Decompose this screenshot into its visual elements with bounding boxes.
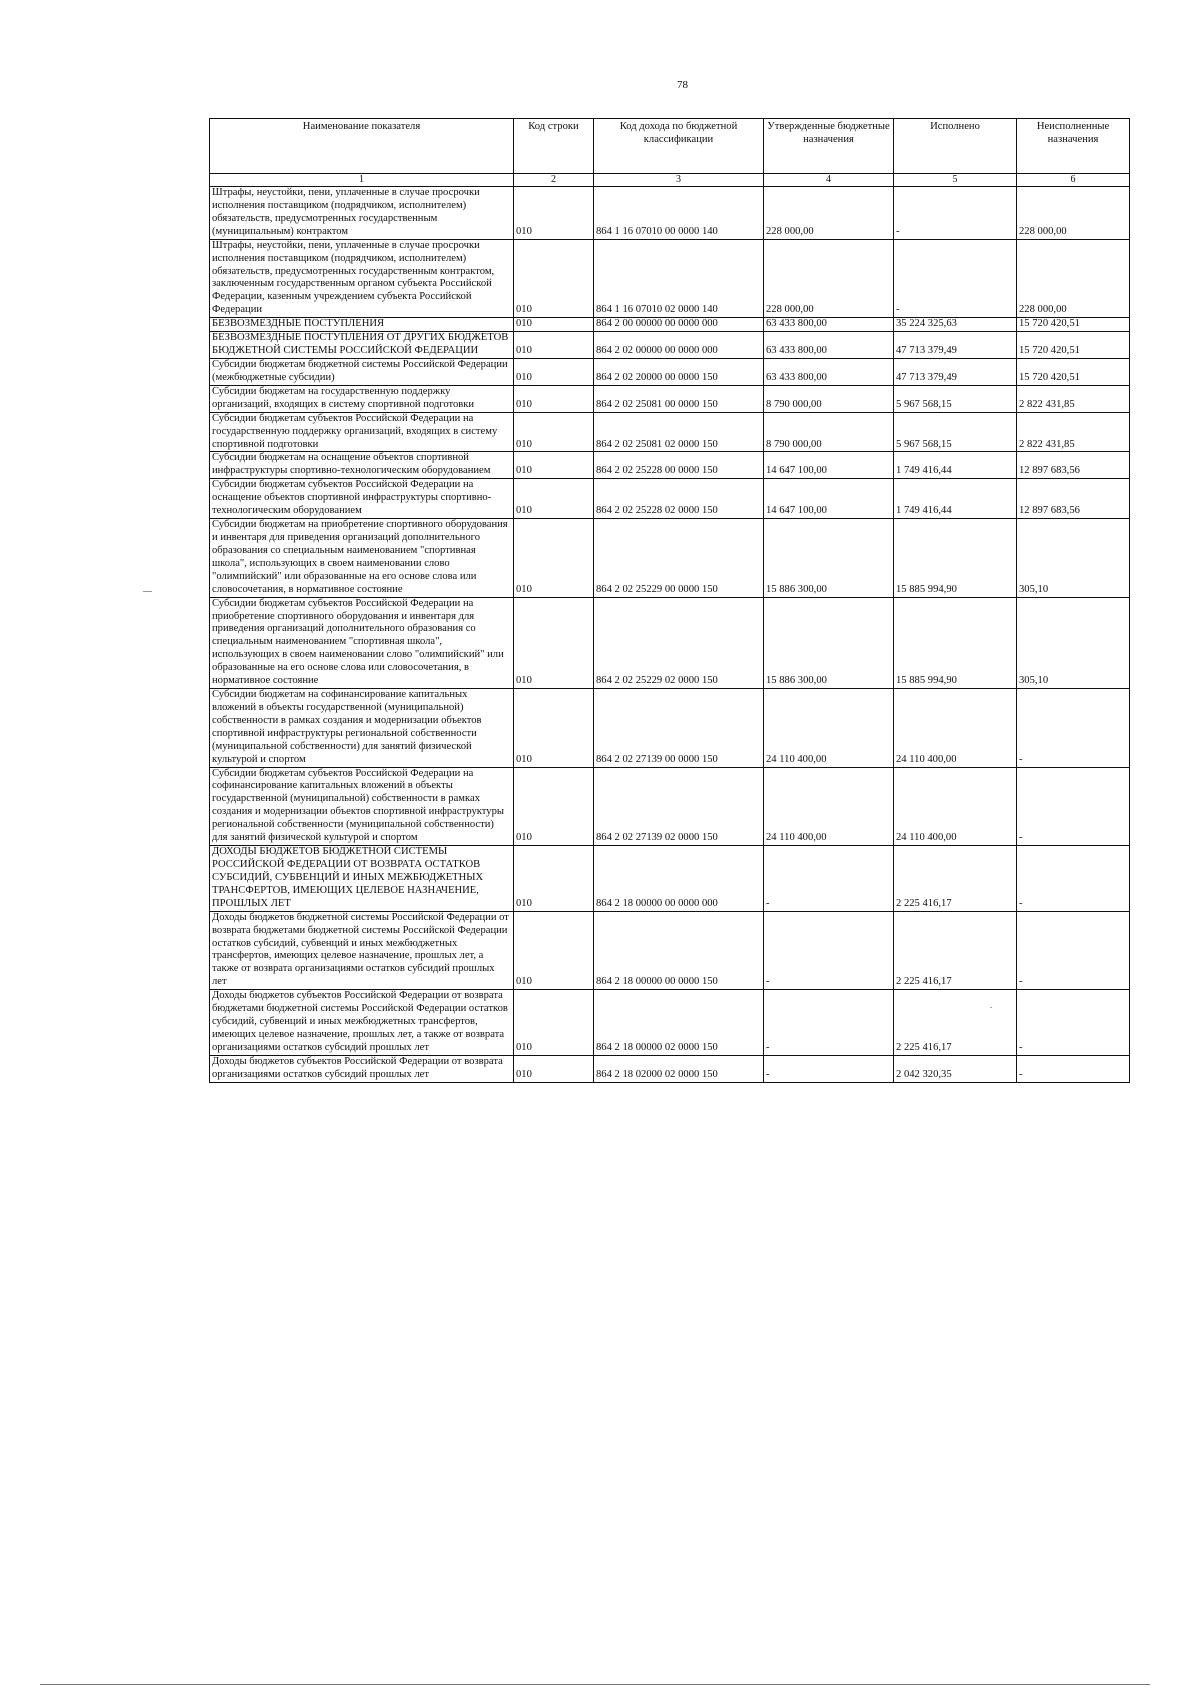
- approved-amount: 63 433 800,00: [764, 358, 894, 385]
- income-code: 864 2 02 27139 00 0000 150: [594, 689, 764, 768]
- executed-amount: 47 713 379,49: [894, 358, 1017, 385]
- approved-amount: -: [764, 1055, 894, 1082]
- table-row: [210, 689, 1130, 768]
- header-name: Наименование показателя: [210, 119, 514, 174]
- executed-amount: 15 885 994,90: [894, 597, 1017, 688]
- line-code: 010: [514, 597, 594, 688]
- indicator-name: Субсидии бюджетам на оснащение объектов спортивной инфраструктуры спортивно-технологическим оборудованием: [210, 452, 514, 479]
- column-number: 4: [764, 174, 894, 187]
- approved-amount: 228 000,00: [764, 239, 894, 318]
- header-income-code: Код дохода по бюджетной классификации: [594, 119, 764, 174]
- income-code: 864 2 18 02000 02 0000 150: [594, 1055, 764, 1082]
- approved-amount: 15 886 300,00: [764, 519, 894, 598]
- income-code: 864 2 00 00000 00 0000 000: [594, 318, 764, 332]
- indicator-name: БЕЗВОЗМЕЗДНЫЕ ПОСТУПЛЕНИЯ: [210, 318, 514, 332]
- indicator-name: Доходы бюджетов бюджетной системы Российской Федерации от возврата бюджетами бюджетной системы Российской Федерации остатков субсидий, субвенций и иных межбюджетных трансфертов, имеющих целевое назначение, прошлых лет, а также от возврата организациями остатков субсидий прошлых лет: [210, 911, 514, 990]
- line-code: 010: [514, 187, 594, 240]
- line-code: 010: [514, 846, 594, 912]
- table-row: [210, 911, 1130, 990]
- line-code: 010: [514, 412, 594, 452]
- indicator-name: Субсидии бюджетам субъектов Российской Федерации на софинансирование капитальных вложений в объекты государственной (муниципальной) собственности в рамках создания и модернизации объектов спортивной инфраструктуры региональной собственности (муниципальной собственности) для занятий физической культурой и спортом: [210, 767, 514, 846]
- table-row: [210, 239, 1130, 318]
- table-row: [210, 597, 1130, 688]
- indicator-name: Субсидии бюджетам субъектов Российской Федерации на оснащение объектов спортивной инфраструктуры спортивно-технологическим оборудованием: [210, 479, 514, 519]
- executed-amount: 24 110 400,00: [894, 689, 1017, 768]
- table-row: [210, 519, 1130, 598]
- executed-amount: 35 224 325,63: [894, 318, 1017, 332]
- income-code: 864 2 02 20000 00 0000 150: [594, 358, 764, 385]
- margin-mark: [143, 591, 152, 592]
- line-code: 010: [514, 689, 594, 768]
- header-approved: Утвержденные бюджетные назначения: [764, 119, 894, 174]
- table-row: [210, 385, 1130, 412]
- indicator-name: Субсидии бюджетам бюджетной системы Российской Федерации (межбюджетные субсидии): [210, 358, 514, 385]
- executed-amount: 2 225 416,17: [894, 990, 1017, 1056]
- table-row: [210, 452, 1130, 479]
- table-row: [210, 332, 1130, 359]
- executed-amount: -: [894, 239, 1017, 318]
- column-number-row: [210, 174, 1130, 187]
- executed-amount: 2 042 320,35: [894, 1055, 1017, 1082]
- approved-amount: 228 000,00: [764, 187, 894, 240]
- indicator-name: Штрафы, неустойки, пени, уплаченные в случае просрочки исполнения поставщиком (подрядчиком, исполнителем) обязательств, предусмотренных государственным контрактом, заключенным государственным органом субъекта Российской Федерации, казенным учреждением субъекта Российской Федерации: [210, 239, 514, 318]
- approved-amount: -: [764, 911, 894, 990]
- table-row: [210, 318, 1130, 332]
- executed-amount: 15 885 994,90: [894, 519, 1017, 598]
- approved-amount: 14 647 100,00: [764, 452, 894, 479]
- approved-amount: 8 790 000,00: [764, 412, 894, 452]
- column-number: 3: [594, 174, 764, 187]
- line-code: 010: [514, 358, 594, 385]
- income-code: 864 2 02 25228 00 0000 150: [594, 452, 764, 479]
- scan-bottom-edge: [40, 1684, 1150, 1685]
- indicator-name: Субсидии бюджетам субъектов Российской Федерации на приобретение спортивного оборудования и инвентаря для приведения организаций дополнительного образования со специальным наименованием "спортивная школа", использующих в своем наименовании слово "олимпийский" или образованные на его основе слова или словосочетания, в нормативное состояние: [210, 597, 514, 688]
- table-row: [210, 358, 1130, 385]
- income-code: 864 1 16 07010 02 0000 140: [594, 239, 764, 318]
- line-code: 010: [514, 318, 594, 332]
- unexecuted-amount: -: [1017, 767, 1130, 846]
- income-code: 864 2 02 25229 02 0000 150: [594, 597, 764, 688]
- indicator-name: БЕЗВОЗМЕЗДНЫЕ ПОСТУПЛЕНИЯ ОТ ДРУГИХ БЮДЖЕТОВ БЮДЖЕТНОЙ СИСТЕМЫ РОССИЙСКОЙ ФЕДЕРАЦИИ: [210, 332, 514, 359]
- income-code: 864 2 02 27139 02 0000 150: [594, 767, 764, 846]
- approved-amount: -: [764, 990, 894, 1056]
- executed-amount: 1 749 416,44: [894, 452, 1017, 479]
- indicator-name: Доходы бюджетов субъектов Российской Федерации от возврата бюджетами бюджетной системы Российской Федерации остатков субсидий, субвенций и иных межбюджетных трансфертов, имеющих целевое назначение, прошлых лет, а также от возврата организациями остатков субсидий прошлых лет: [210, 990, 514, 1056]
- line-code: 010: [514, 990, 594, 1056]
- approved-amount: 24 110 400,00: [764, 689, 894, 768]
- table-row: [210, 1055, 1130, 1082]
- indicator-name: Субсидии бюджетам субъектов Российской Федерации на государственную поддержку организаций, входящих в систему спортивной подготовки: [210, 412, 514, 452]
- unexecuted-amount: 15 720 420,51: [1017, 332, 1130, 359]
- unexecuted-amount: 305,10: [1017, 519, 1130, 598]
- page-number: 78: [677, 79, 688, 91]
- unexecuted-amount: 12 897 683,56: [1017, 452, 1130, 479]
- approved-amount: 15 886 300,00: [764, 597, 894, 688]
- line-code: 010: [514, 239, 594, 318]
- column-number: 5: [894, 174, 1017, 187]
- header-unexecuted: Неисполненные назначения: [1017, 119, 1130, 174]
- executed-amount: 5 967 568,15: [894, 412, 1017, 452]
- budget-income-table: [209, 118, 1130, 1083]
- approved-amount: 8 790 000,00: [764, 385, 894, 412]
- executed-amount: 24 110 400,00: [894, 767, 1017, 846]
- header-line-code: Код строки: [514, 119, 594, 174]
- table-row: [210, 846, 1130, 912]
- line-code: 010: [514, 1055, 594, 1082]
- approved-amount: 63 433 800,00: [764, 332, 894, 359]
- approved-amount: -: [764, 846, 894, 912]
- line-code: 010: [514, 767, 594, 846]
- unexecuted-amount: -: [1017, 911, 1130, 990]
- indicator-name: Штрафы, неустойки, пени, уплаченные в случае просрочки исполнения поставщиком (подрядчиком, исполнителем) обязательств, предусмотренных государственным (муниципальным) контрактом: [210, 187, 514, 240]
- indicator-name: Субсидии бюджетам на государственную поддержку организаций, входящих в систему спортивной подготовки: [210, 385, 514, 412]
- indicator-name: ДОХОДЫ БЮДЖЕТОВ БЮДЖЕТНОЙ СИСТЕМЫ РОССИЙСКОЙ ФЕДЕРАЦИИ ОТ ВОЗВРАТА ОСТАТКОВ СУБСИДИЙ, СУБВЕНЦИЙ И ИНЫХ МЕЖБЮДЖЕТНЫХ ТРАНСФЕРТОВ, ИМЕЮЩИХ ЦЕЛЕВОЕ НАЗНАЧЕНИЕ, ПРОШЛЫХ ЛЕТ: [210, 846, 514, 912]
- line-code: 010: [514, 385, 594, 412]
- table-body: [210, 187, 1130, 1083]
- unexecuted-amount: 305,10: [1017, 597, 1130, 688]
- income-code: 864 2 18 00000 00 0000 150: [594, 911, 764, 990]
- unexecuted-amount: 12 897 683,56: [1017, 479, 1130, 519]
- unexecuted-amount: -: [1017, 846, 1130, 912]
- unexecuted-amount: 228 000,00: [1017, 187, 1130, 240]
- table-header-row: [210, 119, 1130, 174]
- unexecuted-amount: -: [1017, 689, 1130, 768]
- income-code: 864 2 02 25229 00 0000 150: [594, 519, 764, 598]
- column-number: 6: [1017, 174, 1130, 187]
- executed-amount: 5 967 568,15: [894, 385, 1017, 412]
- column-number: 1: [210, 174, 514, 187]
- line-code: 010: [514, 452, 594, 479]
- income-code: 864 2 02 25081 02 0000 150: [594, 412, 764, 452]
- unexecuted-amount: -: [1017, 1055, 1130, 1082]
- line-code: 010: [514, 479, 594, 519]
- unexecuted-amount: 2 822 431,85: [1017, 385, 1130, 412]
- unexecuted-amount: 2 822 431,85: [1017, 412, 1130, 452]
- income-code: 864 2 18 00000 00 0000 000: [594, 846, 764, 912]
- unexecuted-amount: 15 720 420,51: [1017, 358, 1130, 385]
- executed-amount: 2 225 416,17: [894, 911, 1017, 990]
- executed-amount: -: [894, 187, 1017, 240]
- column-number: 2: [514, 174, 594, 187]
- unexecuted-amount: 228 000,00: [1017, 239, 1130, 318]
- line-code: 010: [514, 519, 594, 598]
- approved-amount: 63 433 800,00: [764, 318, 894, 332]
- income-code: 864 2 18 00000 02 0000 150: [594, 990, 764, 1056]
- income-code: 864 2 02 25228 02 0000 150: [594, 479, 764, 519]
- executed-amount: 2 225 416,17: [894, 846, 1017, 912]
- table-row: [210, 479, 1130, 519]
- executed-amount: 1 749 416,44: [894, 479, 1017, 519]
- unexecuted-amount: -: [1017, 990, 1130, 1056]
- income-code: 864 1 16 07010 00 0000 140: [594, 187, 764, 240]
- line-code: 010: [514, 332, 594, 359]
- unexecuted-amount: 15 720 420,51: [1017, 318, 1130, 332]
- line-code: 010: [514, 911, 594, 990]
- table-row: [210, 187, 1130, 240]
- table-row: [210, 767, 1130, 846]
- indicator-name: Субсидии бюджетам на софинансирование капитальных вложений в объекты государственной (муниципальной) собственности в рамках создания и модернизации объектов спортивной инфраструктуры региональной собственности (муниципальной собственности) для занятий физической культурой и спортом: [210, 689, 514, 768]
- executed-amount: 47 713 379,49: [894, 332, 1017, 359]
- indicator-name: Доходы бюджетов субъектов Российской Федерации от возврата организациями остатков субсидий прошлых лет: [210, 1055, 514, 1082]
- approved-amount: 14 647 100,00: [764, 479, 894, 519]
- indicator-name: Субсидии бюджетам на приобретение спортивного оборудования и инвентаря для приведения организаций дополнительного образования со специальным наименованием "спортивная школа", использующих в своем наименовании слово "олимпийский" или образованные на его основе слова или словосочетания, в нормативное состояние: [210, 519, 514, 598]
- table-row: [210, 412, 1130, 452]
- income-code: 864 2 02 00000 00 0000 000: [594, 332, 764, 359]
- income-code: 864 2 02 25081 00 0000 150: [594, 385, 764, 412]
- approved-amount: 24 110 400,00: [764, 767, 894, 846]
- table-row: [210, 990, 1130, 1056]
- header-executed: Исполнено: [894, 119, 1017, 174]
